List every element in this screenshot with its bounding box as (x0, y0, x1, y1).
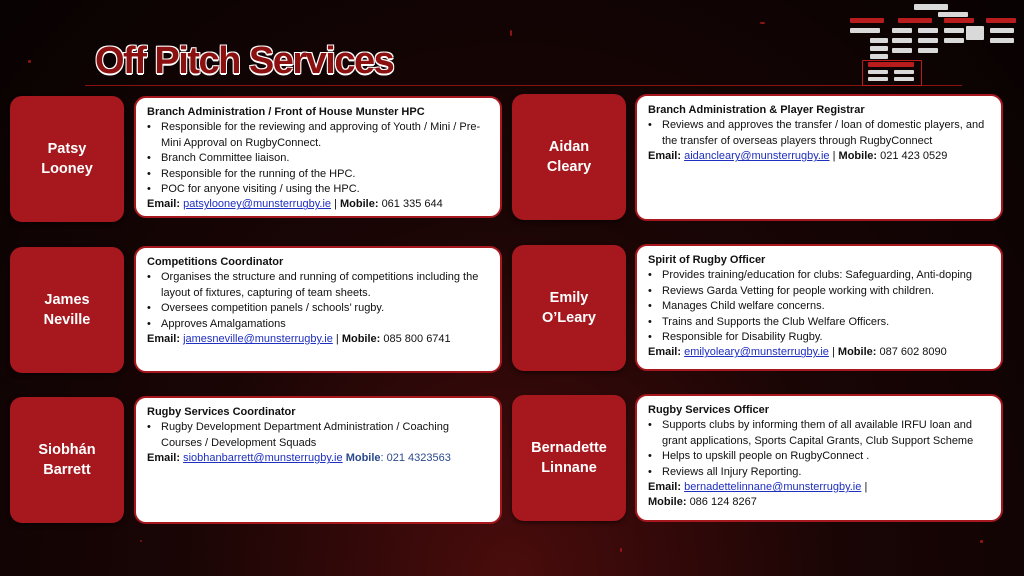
separator: | (335, 333, 339, 346)
contact-line (147, 197, 490, 212)
duty-item: • Rugby Development Department Administration / Coaching Courses / Development Squads (161, 420, 490, 451)
last-name: Looney (41, 161, 93, 177)
email-link[interactable]: aidancleary@munsterrugby.ie (684, 150, 830, 163)
email-label: Email: (648, 150, 682, 163)
duty-item: • Responsible for the running of the HPC. (161, 167, 490, 182)
duties-list (147, 270, 490, 332)
duty-item: • Organises the structure and running of competitions including the layout of fixtures, capturing of team sheets. (161, 270, 490, 301)
background-spark (760, 22, 765, 24)
background-spark (620, 548, 622, 552)
info-card-patsy-looney (134, 96, 502, 218)
duties-list (147, 420, 490, 451)
duty-item: • Trains and Supports the Club Welfare Officers. (662, 315, 997, 330)
mobile-label: Mobile: (838, 150, 878, 163)
duty-item: • Reviews and approves the transfer / loan of domestic players, and the transfer of overseas players through RugbyConnect (662, 118, 991, 149)
mobile-number: 087 602 8090 (879, 346, 947, 359)
email-label: Email: (147, 333, 181, 346)
duties-list (648, 418, 991, 480)
mobile-label: Mobile: (837, 346, 877, 359)
first-name: Bernadette (531, 440, 607, 456)
email-link[interactable]: siobhanbarrett@munsterrugby.ie (183, 452, 343, 465)
background-spark (140, 540, 142, 542)
duty-item: • Responsible for Disability Rugby. (662, 330, 997, 345)
email-label: Email: (147, 198, 181, 211)
duty-item: • Approves Amalgamations (161, 317, 490, 332)
name-box-bernadette-linnane (512, 395, 626, 521)
background-spark (510, 30, 512, 36)
first-name: Emily (549, 290, 589, 306)
duty-item: • Manages Child welfare concerns. (662, 299, 997, 314)
mobile-label: Mobile: (340, 198, 379, 211)
role-title: Rugby Services Coordinator (147, 406, 296, 418)
duty-item: • Reviews Garda Vetting for people working with children. (662, 284, 997, 299)
separator: | (832, 150, 836, 163)
first-name: Aidan (548, 139, 590, 155)
contact-line (648, 480, 991, 511)
separator: | (334, 198, 337, 211)
last-name: Barrett (43, 462, 91, 478)
duty-item: • Supports clubs by informing them of all available IRFU loan and grant applications, Sports Capital Grants, Club Support Scheme (662, 418, 991, 449)
org-chart-thumbnail (848, 4, 1018, 84)
mobile-number: 085 800 6741 (383, 333, 451, 346)
email-link[interactable]: bernadettelinnane@munsterrugby.ie (684, 481, 862, 494)
mobile-number: : 021 4323563 (380, 452, 451, 465)
duty-item: • Responsible for the reviewing and approving of Youth / Mini / Pre-Mini Approval on RugbyConnect. (161, 120, 490, 151)
duty-item: • Branch Committee liaison. (161, 151, 490, 166)
mobile-number: 086 124 8267 (689, 496, 757, 509)
background-spark (28, 60, 31, 63)
name-box-emily-oleary (512, 245, 626, 371)
page-title: Off Pitch Services (95, 40, 394, 82)
title-divider (85, 85, 962, 86)
email-label: Email: (648, 481, 682, 494)
role-title: Branch Administration / Front of House Munster HPC (147, 106, 425, 118)
last-name: Cleary (546, 159, 592, 175)
contact-line (648, 345, 997, 360)
info-card-emily-oleary (635, 244, 1003, 371)
duties-list (147, 120, 490, 197)
mobile-number: 061 335 644 (381, 198, 443, 211)
email-label: Email: (648, 346, 682, 359)
email-link[interactable]: patsylooney@munsterrugby.ie (183, 198, 332, 211)
first-name: James (44, 292, 90, 308)
info-card-james-neville (134, 246, 502, 373)
contact-line (147, 332, 490, 347)
mobile-number: 021 423 0529 (880, 150, 948, 163)
info-card-siobhan-barrett (134, 396, 502, 524)
last-name: O’Leary (542, 310, 596, 326)
name-box-james-neville (10, 247, 124, 373)
last-name: Linnane (541, 460, 597, 476)
duty-item: • POC for anyone visiting / using the HPC. (161, 182, 490, 197)
mobile-label: Mobile: (341, 333, 381, 346)
mobile-label: Mobile (345, 452, 381, 465)
role-title: Spirit of Rugby Officer (648, 254, 766, 266)
email-label: Email: (147, 452, 181, 465)
separator: | (864, 481, 868, 494)
duty-item: • Provides training/education for clubs: Safeguarding, Anti-doping (662, 268, 997, 283)
info-card-bernadette-linnane (635, 394, 1003, 522)
name-box-patsy-looney (10, 96, 124, 222)
duties-list (648, 268, 997, 345)
name-box-aidan-cleary (512, 94, 626, 220)
first-name: Patsy (47, 141, 87, 157)
email-link[interactable]: emilyoleary@munsterrugby.ie (684, 346, 829, 359)
first-name: Siobhán (38, 442, 96, 458)
duty-item: • Helps to upskill people on RugbyConnect . (662, 449, 991, 464)
duty-item: • Reviews all Injury Reporting. (662, 465, 991, 480)
duty-item: • Oversees competition panels / schools’ rugby. (161, 301, 490, 316)
mobile-label: Mobile: (648, 496, 687, 509)
separator: | (832, 346, 835, 359)
role-title: Competitions Coordinator (147, 256, 284, 268)
background-spark (980, 540, 983, 543)
info-card-aidan-cleary (635, 94, 1003, 221)
role-title: Branch Administration & Player Registrar (648, 104, 865, 116)
email-link[interactable]: jamesneville@munsterrugby.ie (183, 333, 333, 346)
role-title: Rugby Services Officer (648, 404, 770, 416)
contact-line (648, 149, 991, 164)
contact-line (147, 451, 490, 466)
last-name: Neville (43, 312, 91, 328)
name-box-siobhan-barrett (10, 397, 124, 523)
duties-list (648, 118, 991, 149)
